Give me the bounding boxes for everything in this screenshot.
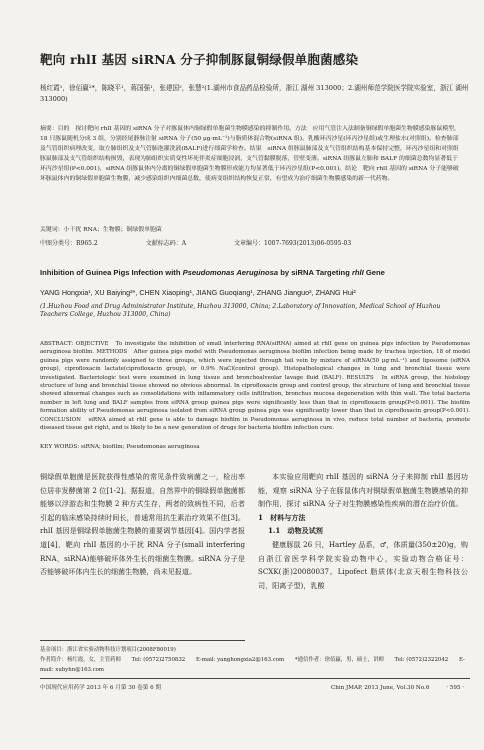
footer-journal-cn: 中国现代应用药学 2013 年 6 月第 30 卷第 6 期 [40,685,162,691]
keywords-english: KEY WORDS: siRNA; biofilm; Pseudomonas aeruginosa [40,444,200,450]
title-en-part1: Inhibition of Guinea Pigs Infection with [40,268,183,277]
footer-journal-en: Chin JMAP, 2013 June, Vol.30 No.6 · 595 · [330,685,464,691]
body-left-column: 铜绿假单胞菌是医院获得性感染的常见条件致病菌之一，检出率位居非发酵菌第 2 位[1-2]。据报道，自然界中的铜绿假单胞菌都能够以浮游态和生物膜 2 种方式生存，两者的致病性不同，后者引起的临床感染持续时间长，普通常用抗生素治疗效果不佳[3]。rhlI 基因是铜绿假单胞菌生物膜的重要调节基因[4]。国内学者报道[4]，靶向 rhlI 基因的小干扰 RNA 分子(small interfering RNA，siRNA)能够破坏体外生长的细菌生物膜。siRNA 分子是否能够破坏体内生长的细菌生物膜，尚未见报道。 [40,472,245,577]
authors-chinese: 杨红霞¹，徐佰赢²*，陈晓平¹，蒋国强¹，张建国²，张慧²(1.湖州市食品药品检验所，浙江 湖州 313000；2.湖州师范学院医学院实验室，浙江 湖州 313000) [40,84,469,103]
intro-paragraph: 本实验应用靶向 rhlI 基因的 siRNA 分子来抑制 rhlI 基因功能，观察 siRNA 分子在豚鼠体内对铜绿假单胞菌生物膜感染的抑制作用，探讨 siRNA 分子对生物膜感染性疾病的潜在治疗价值。 [258,472,468,509]
footer-rule [40,678,470,679]
title-en-gene: rhlI [351,268,364,277]
keywords-chinese: 关键词：小干扰 RNA；生物膜；铜绿假单胞菌 [40,227,162,233]
footnote-funding: 基金项目：浙江省实验动物科技计划项目(2008F80019) [40,647,176,653]
classification-line [40,238,460,247]
title-english [40,268,470,277]
clc-number: 中图分类号：R965.2 [40,240,98,247]
doc-code: 文献标志码：A [145,240,187,247]
authors-english: YANG Hongxia¹, XU Baiying²*, CHEN Xiaoping¹, JIANG Guoqiang¹, ZHANG Jianguo², ZHANG Hui² [40,288,356,297]
abstract-english: ABSTRACT: OBJECTIVE To investigate the inhibition of small interfering RNA(siRNA) aimed at rhlI gene on guinea pigs infection by Pseudomonas aeruginosa biofilm. METHODS After guinea pigs model with Pseudomonas aeruginosa biofilm infection being made by trachea injection, 18 of model guinea pigs were randomly assigned to three groups, which were injected through tail vein by mixture of siRNA(50 μg·mL⁻¹) and liposome (siRNA group), ciprofloxacin lactate(ciprofloxacin group), or 0.9% NaCl(control group). Histopathological changes in lung and bronchial tissue were investigated. Bacteriologic test were examined in lung tissue and bronchoalveolar lavage fluid (BALF). RESULTS In siRNA group, the histology structure of lung and bronchial tissue showed no obvious abnormal. In ciprofloxacin group and control group, the structure of lung and bronchial tissue showed abnormal changes such as consolidations with inflammatory cells infiltration, bronchus mucosa degeneration with thin wall. The total bacteria number in left lung and BALF samples from siRNA group guinea pigs were significantly less than that in ciprofloxacin group(P<0.001). The biofilm formation ability of Pseudomonas aeruginosa isolated from siRNA group guinea pigs was significantly lower than that in ciprofloxacin group(P<0.001). CONCLUSION siRNA aimed at rhlI gene is able to damage biofilm in Pseudomonas aeruginosa in vivo, reduce total number of bacteria, promote diseased tissue get right, and is likely to be a new generation of drugs for bacteria biofilm infection cure. [40,341,470,432]
footnotes [40,645,470,675]
article-number: 文章编号：1007-7693(2013)06-0595-03 [234,240,352,247]
affiliation-english: (1.Huzhou Food and Drug Administrator Institute, Huzhou 313000, China; 2.Laboratory of Innovation, Medical School of Huzhou Teachers College, Huzhou 313000, China) [40,303,441,319]
body-right-column [258,470,468,592]
title-en-part2: by siRNA Targeting [278,268,352,277]
abstract-chinese: 摘要：目的 探讨靶向 rhlI 基因的 siRNA 分子对豚鼠体内铜绿假单胞菌生物膜感染的抑制作用。方法 应用气管注入法制备铜绿假单胞菌生物膜感染豚鼠模型，18 只豚鼠随机分成 3 组，分别经尾静脉注射 siRNA 分子(50 μg·mL⁻¹)与脂质体混合物(siRNA 组)、乳酸环丙沙星(环丙沙星组)或生理盐水(对照组)。检查肺部及气管组织病理改变，取左肺组织及支气管肺泡灌洗液(BALF)进行细菌学检查。结果 siRNA 组豚鼠肺部及支气管组织结构基本保持完整，环丙沙星组和对照组豚鼠肺部及支气管组织结构损毁，表现为肺组织实质变性坏死伴炎症细胞浸润，支气管黏膜脱落，管壁变薄。siRNA 组豚鼠左肺和 BALF 的细菌总数均显著低于环丙沙星组(P<0.001)，siRNA 组豚鼠体内分离的铜绿假单胞菌生物膜形成能力均显著低于环丙沙星组(P<0.001)。结论 靶向 rhlI 基因的 siRNA 分子能够破坏豚鼠体内的铜绿假单胞菌生物膜，减少感染组织内细菌总数，使病变组织结构恢复正常，有望成为治疗细菌生物膜感染的新一代药物。 [40,126,460,183]
section-heading-1-1: 1.1 动物及试剂 [268,526,323,536]
title-en-part3: Gene [363,268,385,277]
footnote-authors: 作者简介：杨红霞，女，主管药师 Tel: (0572)2750832 E-mail: yanghongxia2@163.com *通信作者：徐佰赢，男，硕士，讲师 Tel: (0572)2322042 E-mail: xubyhn@163.com [40,657,465,673]
title-en-species: Pseudomonas Aeruginosa [182,268,279,277]
title-chinese: 靶向 rhlI 基因 siRNA 分子抑制豚鼠铜绿假单胞菌感染 [40,52,359,67]
footnote-rule [40,640,245,641]
materials-paragraph: 健康豚鼠 26 只，Hartley 品系，♂，体质量(350±20)g，购自浙江省医学科学院实验动物中心，实验动物合格证号：SCXK(浙)20080037。Lipofect 脂质体(北京天根生物科技公司，阳离子型)，乳酸 [258,539,468,590]
section-heading-1: 1 材料与方法 [258,512,306,522]
